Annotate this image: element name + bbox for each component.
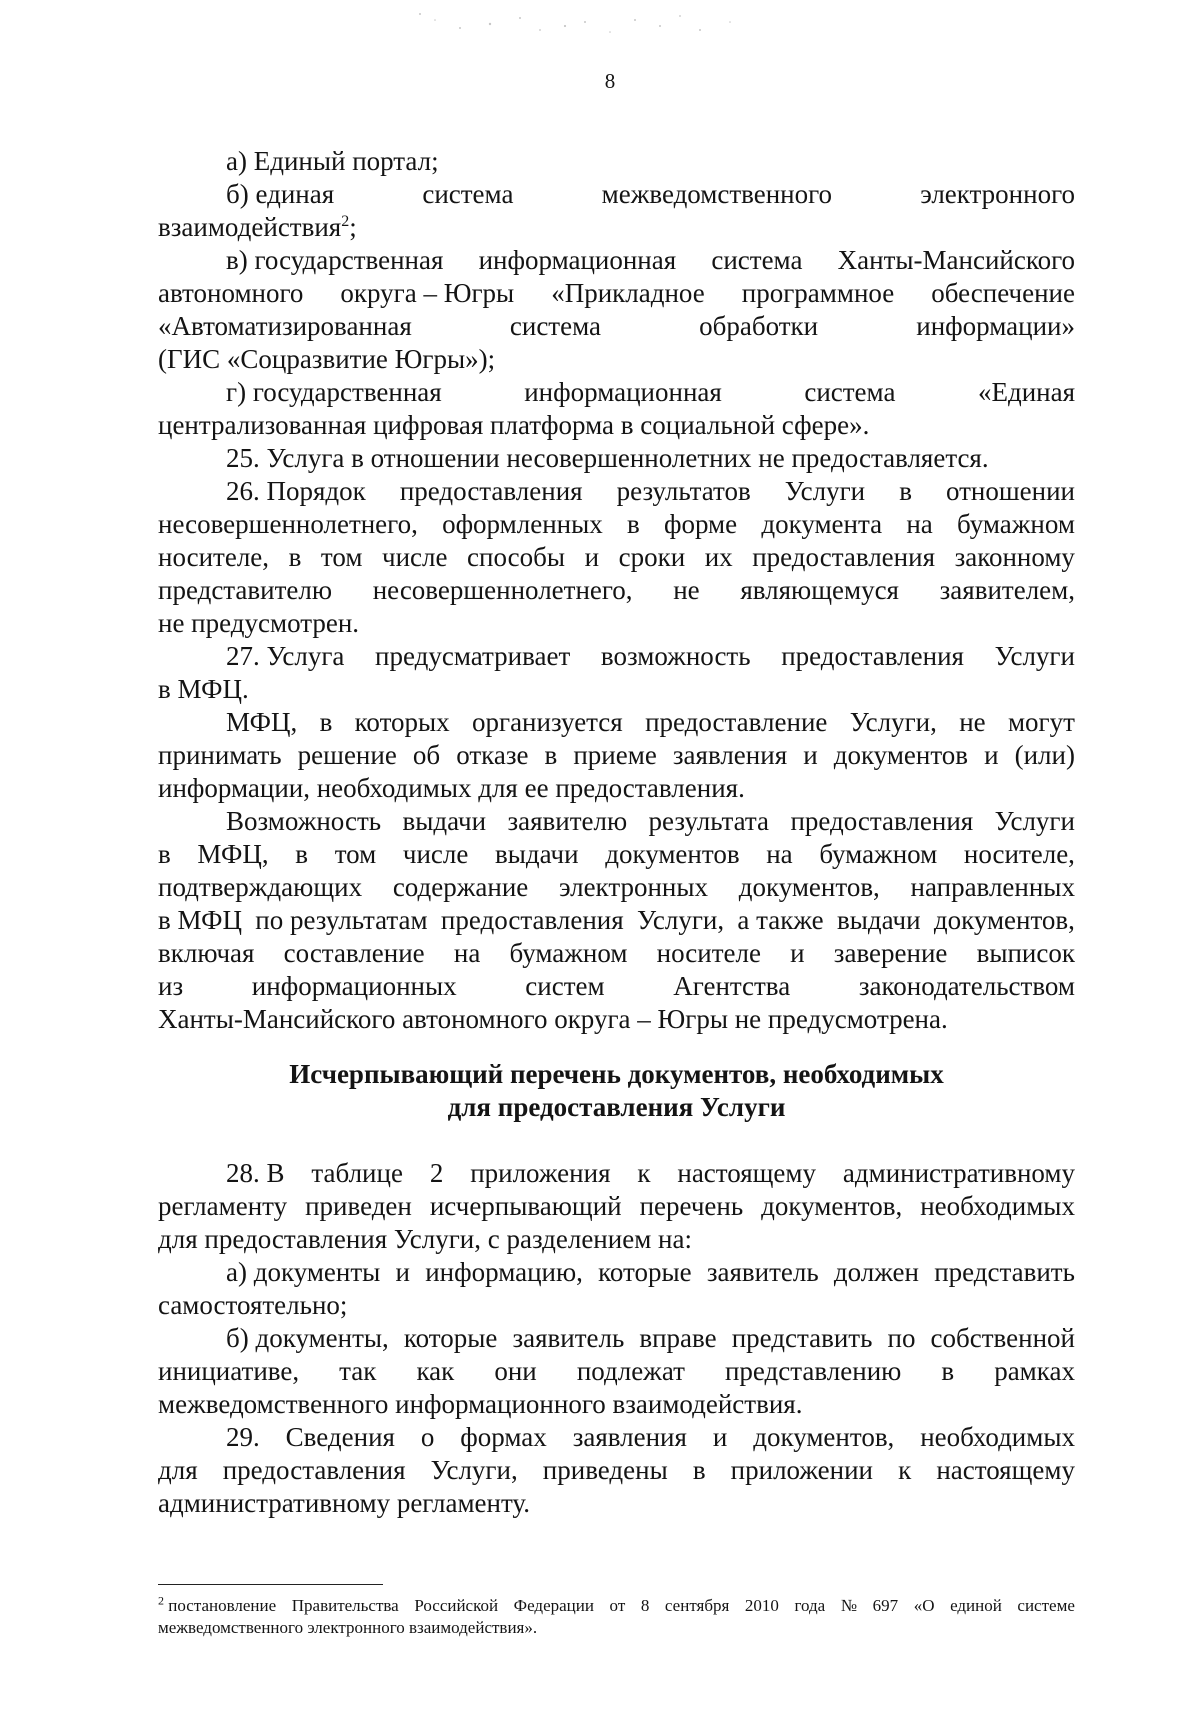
word: года (794, 1596, 826, 1615)
word: они (494, 1356, 537, 1386)
text: ; (349, 212, 357, 242)
footnote-line2: межведомственного электронного взаимодействия». (158, 1618, 538, 1637)
word: информационных (251, 971, 457, 1001)
word: заявитель (706, 1257, 819, 1287)
word: Услуги (784, 476, 866, 506)
word: выписок (976, 938, 1075, 968)
paragraph-28-a-line2: самостоятельно; (158, 1290, 348, 1320)
word: Услуги, (636, 905, 725, 935)
word: Ханты-Мансийского (837, 245, 1075, 275)
word: документов, (933, 905, 1075, 935)
word: законодательством (858, 971, 1075, 1001)
word: числе (402, 839, 469, 869)
word: и (712, 1422, 728, 1452)
word: возможность (600, 641, 751, 671)
word: обработки (699, 311, 819, 341)
word: направленных (910, 872, 1075, 902)
page-number: 8 (604, 69, 616, 93)
word: их (704, 542, 733, 572)
paragraph-27c-line1 (226, 805, 1075, 838)
section-heading-line1: Исчерпывающий перечень документов, необходимых (289, 1059, 944, 1089)
word: 29. (226, 1422, 260, 1452)
word: в (295, 839, 309, 869)
word: рамках (994, 1356, 1075, 1386)
word: в (626, 509, 640, 539)
word: административному (842, 1158, 1075, 1188)
word: и (803, 740, 818, 770)
word: перечень (639, 1191, 744, 1221)
word: 2010 (744, 1596, 779, 1615)
footnote-line1 (158, 1595, 1075, 1617)
word: система (422, 179, 514, 209)
word: Российской (414, 1596, 499, 1615)
word: являющемуся (740, 575, 899, 605)
word: обеспечение (931, 278, 1075, 308)
word: способы (467, 542, 566, 572)
word: оформленных (442, 509, 603, 539)
word: решение (297, 740, 397, 770)
word: Услуги, (430, 1455, 518, 1485)
paragraph-29-line2 (158, 1454, 1075, 1487)
word: Услуги, (849, 707, 937, 737)
word: включая (158, 938, 255, 968)
word: таблице (311, 1158, 403, 1188)
word: автономного (158, 278, 304, 308)
word: числе (382, 542, 448, 572)
word: на (453, 938, 481, 968)
word: заявителю (507, 806, 628, 836)
paragraph-27c-line6 (158, 970, 1075, 1003)
word: в (692, 1455, 706, 1485)
word: 27. Услуга (226, 641, 345, 671)
word: в (544, 740, 558, 770)
word: система (804, 377, 896, 407)
list-item-b-line1 (226, 178, 1075, 211)
word: на (766, 839, 793, 869)
paragraph-27c-line4 (158, 904, 1075, 937)
word: заявления (672, 740, 788, 770)
paragraph-28-a-line1 (226, 1256, 1075, 1289)
word: МФЦ, (197, 839, 269, 869)
word: собственной (930, 1323, 1075, 1353)
scan-artifact (380, 6, 800, 46)
word: № (840, 1596, 858, 1615)
word: к (637, 1158, 651, 1188)
word: предоставления (222, 1455, 406, 1485)
word: предоставления (399, 476, 583, 506)
word: 26. Порядок (226, 476, 366, 506)
word: заявления (572, 1422, 687, 1452)
word: 2 (429, 1158, 444, 1188)
word: несовершеннолетнего, (158, 509, 418, 539)
paragraph-28-line2 (158, 1190, 1075, 1223)
word: организуется (472, 707, 623, 737)
word: документов, (753, 1422, 895, 1452)
word: не (959, 707, 986, 737)
word: г) государственная (226, 377, 442, 407)
paragraph-27b-line2 (158, 739, 1075, 772)
paragraph-26-line4 (158, 574, 1075, 607)
footnote-marker: 2 (158, 1593, 164, 1608)
word: представить (731, 1323, 873, 1353)
word: сроки (618, 542, 686, 572)
word: электронных (559, 872, 708, 902)
paragraph-27c-line5 (158, 937, 1075, 970)
paragraph-29-line1 (226, 1421, 1075, 1454)
paragraph-28-b-line1 (226, 1322, 1075, 1355)
word: инициативе, (158, 1356, 300, 1386)
word: должен (833, 1257, 919, 1287)
word: документов (833, 740, 969, 770)
word: исчерпывающий (429, 1191, 622, 1221)
list-item-v-line3 (158, 310, 1075, 343)
word: об (412, 740, 441, 770)
word: Сведения (285, 1422, 395, 1452)
paragraph-27-line2: в МФЦ. (158, 674, 249, 704)
word: законному (954, 542, 1075, 572)
list-item-v-line4: (ГИС «Соцразвитие Югры»); (158, 344, 496, 374)
word: могут (1007, 707, 1075, 737)
word: из (158, 971, 184, 1001)
list-item-b-line2 (158, 211, 1075, 244)
word: «Автоматизированная (158, 311, 412, 341)
word: информации» (916, 311, 1075, 341)
word: необходимых (920, 1422, 1075, 1452)
word: выдачи (495, 839, 579, 869)
word: программное (741, 278, 895, 308)
list-item-a: а) Единый портал; (226, 146, 439, 176)
word: предусматривает (375, 641, 571, 671)
word: вправе (639, 1323, 717, 1353)
word: а) документы (226, 1257, 381, 1287)
paragraph-26-line1 (226, 475, 1075, 508)
word: носителе, (158, 542, 270, 572)
word: приеме (573, 740, 657, 770)
word: в (319, 707, 333, 737)
paragraph-27-line1 (226, 640, 1075, 673)
word: постановление (168, 1596, 277, 1615)
word: б) единая (226, 179, 335, 209)
word: информацию, (425, 1257, 583, 1287)
paragraph-26-line2 (158, 508, 1075, 541)
word: электронного (920, 179, 1075, 209)
list-item-g-line1 (226, 376, 1075, 409)
word: документов, (738, 872, 880, 902)
word: МФЦ, (226, 707, 298, 737)
word: которые (403, 1323, 498, 1353)
paragraph-28-line1 (226, 1157, 1075, 1190)
word: по (887, 1323, 916, 1353)
word: документов (605, 839, 740, 869)
word: 697 (872, 1596, 899, 1615)
word: представителю (158, 575, 333, 605)
word: и (790, 938, 805, 968)
word: форме (663, 509, 738, 539)
word: и (395, 1257, 410, 1287)
word: несовершеннолетнего, (372, 575, 633, 605)
word: заявителем, (939, 575, 1075, 605)
word: предоставления (781, 641, 964, 671)
paragraph-29-line3: административному регламенту. (158, 1488, 530, 1518)
word: в (899, 476, 912, 506)
word: предоставления (440, 905, 624, 935)
word: не (673, 575, 700, 605)
word: регламенту (158, 1191, 288, 1221)
paragraph-28-b-line3: межведомственного информационного взаимодействия. (158, 1389, 803, 1419)
word: Агентства (673, 971, 791, 1001)
word: «Прикладное (551, 278, 705, 308)
word: принимать (158, 740, 282, 770)
word: и (584, 542, 600, 572)
word: на (906, 509, 933, 539)
word: б) документы, (226, 1323, 389, 1353)
word: о (420, 1422, 435, 1452)
word: для (158, 1455, 198, 1485)
word: представлению (724, 1356, 902, 1386)
word: документов, (761, 1191, 903, 1221)
word: бумажном (509, 938, 628, 968)
word: 8 (640, 1596, 650, 1615)
word: приложении (730, 1455, 874, 1485)
word: документа (761, 509, 883, 539)
word: информационная (478, 245, 677, 275)
word: (или) (1014, 740, 1075, 770)
word: от (609, 1596, 626, 1615)
word: носителе (656, 938, 761, 968)
word: по результатам (255, 905, 428, 935)
word: в МФЦ (158, 905, 242, 935)
word: в (288, 542, 302, 572)
word: Услуги (994, 641, 1075, 671)
word: в) государственная (226, 245, 444, 275)
text: взаимодействия (158, 212, 342, 242)
word: отношении (945, 476, 1075, 506)
paragraph-26-line3 (158, 541, 1075, 574)
word: как (416, 1356, 455, 1386)
paragraph-28-line3: для предоставления Услуги, с разделением на: (158, 1224, 692, 1254)
paragraph-27c-line7: Ханты-Мансийского автономного округа – Югры не предусмотрена. (158, 1004, 948, 1034)
paragraph-27c-line3 (158, 871, 1075, 904)
word: предоставления (752, 542, 935, 572)
word: в (158, 839, 171, 869)
word: том (320, 542, 363, 572)
word: выдачи (836, 905, 921, 935)
paragraph-27c-line2 (158, 838, 1075, 871)
word: настоящему (936, 1455, 1075, 1485)
word: результатов (616, 476, 751, 506)
footnote-separator (158, 1584, 383, 1585)
word: результата (648, 806, 770, 836)
word: в (941, 1356, 955, 1386)
list-item-v-line1 (226, 244, 1075, 277)
word: заявитель (512, 1323, 625, 1353)
word: а также (737, 905, 824, 935)
word: содержание (392, 872, 529, 902)
word: к (898, 1455, 912, 1485)
word: единой (950, 1596, 1002, 1615)
word: Возможность (226, 806, 382, 836)
word: составление (283, 938, 425, 968)
word: которые (598, 1257, 692, 1287)
word: предоставления (790, 806, 974, 836)
word: межведомственного (601, 179, 833, 209)
paragraph-25: 25. Услуга в отношении несовершеннолетних не предоставляется. (226, 443, 989, 473)
paragraph-27b-line1 (226, 706, 1075, 739)
paragraph-28-b-line2 (158, 1355, 1075, 1388)
word: представить (934, 1257, 1075, 1287)
word: необходимых (920, 1191, 1075, 1221)
word: бумажном (819, 839, 938, 869)
word: система (711, 245, 803, 275)
word: бумажном (957, 509, 1075, 539)
word: предоставление (645, 707, 828, 737)
word: так (339, 1356, 377, 1386)
word: выдачи (402, 806, 487, 836)
word: округа – Югры (340, 278, 515, 308)
word: приведены (542, 1455, 668, 1485)
list-item-g-line2: централизованная цифровая платформа в социальной сфере». (158, 410, 870, 440)
word: подлежат (576, 1356, 685, 1386)
word: приложения (470, 1158, 611, 1188)
word: том (334, 839, 377, 869)
word: Федерации (513, 1596, 594, 1615)
paragraph-27b-line3: информации, необходимых для ее предоставления. (158, 773, 745, 803)
word: Услуги (994, 806, 1075, 836)
word: системе (1017, 1596, 1075, 1615)
section-heading-line2: для предоставления Услуги (447, 1092, 786, 1122)
word: которых (354, 707, 450, 737)
paragraph-26-line5: не предусмотрен. (158, 608, 360, 638)
word: и (984, 740, 999, 770)
word: система (509, 311, 601, 341)
word: «О (913, 1596, 935, 1615)
footnote-text-start (158, 1595, 276, 1617)
word: информационная (524, 377, 722, 407)
footnote-ref: 2 (341, 213, 350, 230)
word: приведен (305, 1191, 412, 1221)
word: систем (525, 971, 605, 1001)
word: отказе (456, 740, 529, 770)
word: 28. В (226, 1158, 285, 1188)
word: формах (460, 1422, 547, 1452)
list-item-v-line2 (158, 277, 1075, 310)
word: Правительства (291, 1596, 399, 1615)
word: носителе, (963, 839, 1075, 869)
word: сентября (664, 1596, 730, 1615)
word: «Единая (977, 377, 1075, 407)
word: подтверждающих (158, 872, 363, 902)
word: настоящему (677, 1158, 817, 1188)
word: заверение (833, 938, 948, 968)
